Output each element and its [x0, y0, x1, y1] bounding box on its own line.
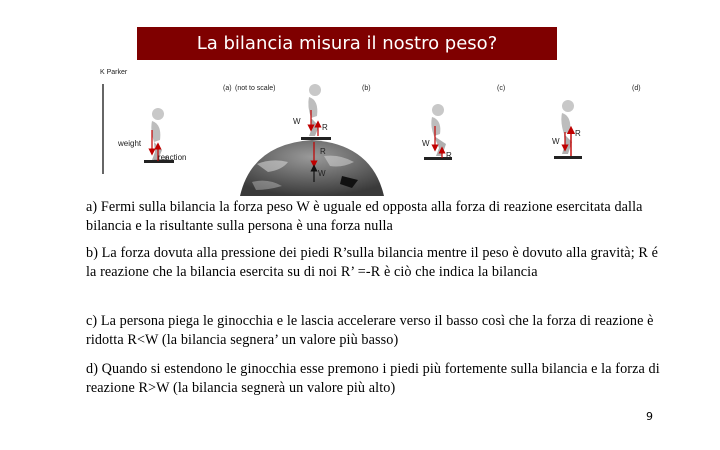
person-extending [561, 100, 574, 154]
person-on-earth [308, 84, 321, 136]
page-number: 9 [646, 410, 653, 423]
earth-r-label: R [322, 123, 328, 132]
author-label: K Parker [100, 69, 128, 76]
panel-c-label: (c) [497, 85, 506, 92]
earth-scale-platform [301, 137, 331, 140]
panel-a-note: (not to scale) [235, 85, 276, 92]
panel-b-label: (b) [362, 85, 371, 92]
panel-a-label: (a) [223, 85, 232, 92]
w-label-d: W [552, 137, 560, 146]
scale-force-diagram [92, 64, 652, 196]
person-crouching [431, 104, 446, 156]
earth-w-label-2: W [318, 169, 326, 178]
r-label-d: R [575, 129, 581, 138]
paragraph-a: a) Fermi sulla bilancia la forza peso W è uguale ed opposta alla forza di reazione esercitata dalla bilancia e la risultante sulla persona è una forza nulla [86, 199, 643, 234]
reaction-label: reaction [158, 153, 187, 162]
weight-label: weight [118, 139, 142, 148]
paragraph-b: b) La forza dovuta alla pressione dei piedi R’sulla bilancia mentre il peso è dovuto alla gravità; R é la reazione che la bilancia esercita su di noi R’ =-R è ciò che indica la bilancia [86, 245, 658, 280]
w-label-c: W [422, 139, 430, 148]
earth-r-label-2: R [320, 147, 326, 156]
panel-d-label: (d) [632, 85, 641, 92]
slide-title: La bilancia misura il nostro peso? [137, 27, 557, 60]
paragraph-c: c) La persona piega le ginocchia e le lascia accelerare verso il basso così che la forza di reazione è ridotta R<W (la bilancia segnera’ un valore più basso) [86, 313, 654, 348]
scale-platform-d [554, 156, 582, 159]
paragraph-d: d) Quando si estendono le ginocchia esse premono i piedi più fortemente sulla bilancia e la forza di reazione R>W (la bilancia segnerà un valore più alto) [86, 361, 660, 396]
r-label-c: R [446, 151, 452, 160]
earth-w-label: W [293, 117, 301, 126]
